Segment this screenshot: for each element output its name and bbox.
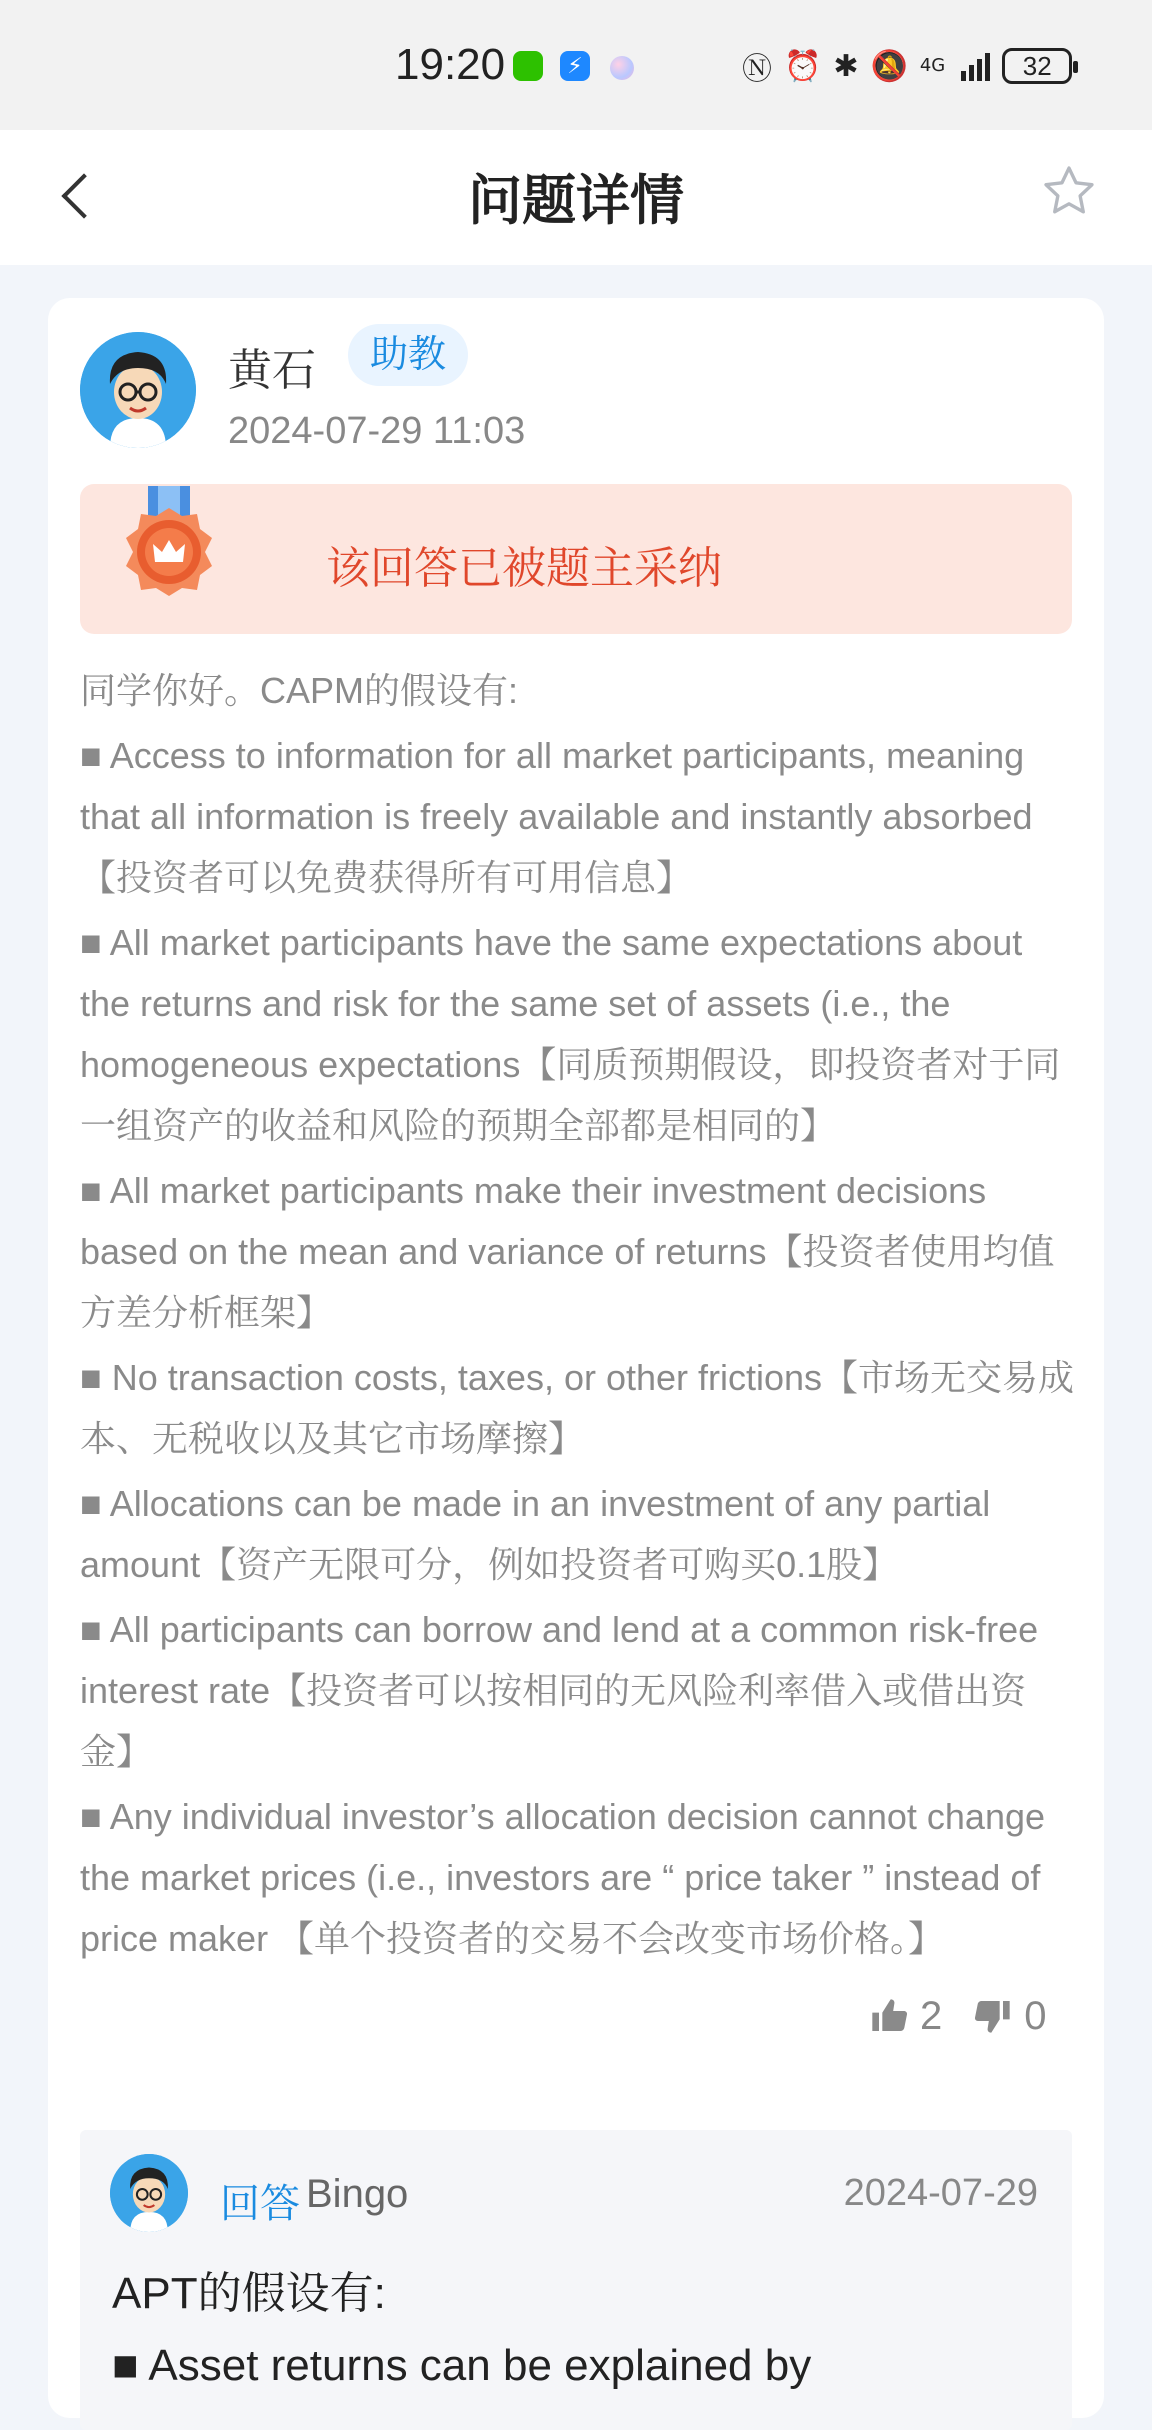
bluetooth-icon: ✱	[833, 48, 859, 84]
reply-line: APT的假设有:	[112, 2269, 386, 2318]
app-notification-icon	[610, 56, 634, 80]
answer-bullet: ■ All market participants have the same expectations about the returns and risk for the same set of assets (i.e., the homogeneous expectations【同质预期假设，即投资者对于同一组资产的收益和风险的预期全部都是相同的】	[80, 922, 1061, 1146]
nav-bar	[0, 130, 1152, 265]
battery-icon: 32	[1002, 48, 1072, 84]
status-time: 19:20	[395, 40, 506, 89]
reply-user: Bingo	[306, 2172, 409, 2216]
accepted-text: 该回答已被题主采纳	[326, 544, 722, 593]
answer-bullet: ■ No transaction costs, taxes, or other frictions【市场无交易成本、无税收以及其它市场摩擦】	[80, 1357, 1075, 1459]
role-badge: 助教	[348, 324, 468, 386]
bolt-notification-icon: ⚡	[560, 51, 590, 81]
dislike-button[interactable]	[972, 1994, 1046, 2039]
reply-line: ■ Asset returns can be explained by	[112, 2341, 812, 2390]
thumbs-down-icon	[972, 1996, 1014, 2036]
star-icon	[1040, 162, 1098, 220]
signal-icon	[961, 51, 990, 81]
answer-bullet: ■ Access to information for all market participants, meaning that all information is freely available and instantly absorbed【投资者可以免费获得所有可用信息】	[80, 735, 1033, 898]
network-type-icon: 4G	[919, 55, 946, 76]
answer-bullet: ■ All market participants make their investment decisions based on the mean and variance of returns【投资者使用均值方差分析框架】	[80, 1170, 1055, 1333]
mute-icon: 🔕	[870, 48, 908, 84]
favorite-star-button[interactable]	[1040, 162, 1110, 232]
status-icons	[742, 46, 1072, 86]
thumbs-up-icon	[868, 1996, 910, 2036]
avatar[interactable]	[80, 332, 196, 448]
post-time: 2024-07-29 11:03	[228, 410, 526, 452]
like-button[interactable]	[868, 1994, 942, 2039]
answer-intro: 同学你好。CAPM的假设有:	[80, 670, 519, 711]
nfc-icon: Ⓝ	[742, 52, 772, 87]
reply-body	[112, 2258, 1052, 2402]
alarm-icon: ⏰	[784, 48, 822, 84]
answer-bullet: ■ All participants can borrow and lend at a common risk-free interest rate【投资者可以按相同的无风险利率借入或借出资金】	[80, 1609, 1039, 1772]
reply-block[interactable]	[80, 2130, 1072, 2430]
medal-icon	[110, 486, 228, 636]
answer-bullet: ■ Any individual investor’s allocation decision cannot change the market prices (i.e., investors are “ price taker ” instead of price maker 【单个投资者的交易不会改变市场价格。】	[80, 1796, 1046, 1959]
page-title: 问题详情	[468, 171, 684, 231]
reply-label: 回答	[220, 2182, 300, 2226]
author-name: 黄石	[228, 346, 316, 395]
dislike-count: 0	[1024, 1993, 1047, 2038]
accepted-banner	[80, 484, 1072, 634]
reply-date: 2024-07-29	[843, 2172, 1038, 2214]
answer-body	[80, 660, 1080, 1973]
like-count: 2	[920, 1993, 943, 2038]
vote-bar	[868, 1986, 1077, 2046]
answer-bullet: ■ Allocations can be made in an investment of any partial amount【资产无限可分，例如投资者可购买0.1股】	[80, 1483, 991, 1585]
answer-card	[48, 298, 1104, 2418]
wechat-notification-icon	[513, 51, 543, 81]
avatar[interactable]	[110, 2154, 188, 2232]
status-bar	[0, 0, 1152, 130]
